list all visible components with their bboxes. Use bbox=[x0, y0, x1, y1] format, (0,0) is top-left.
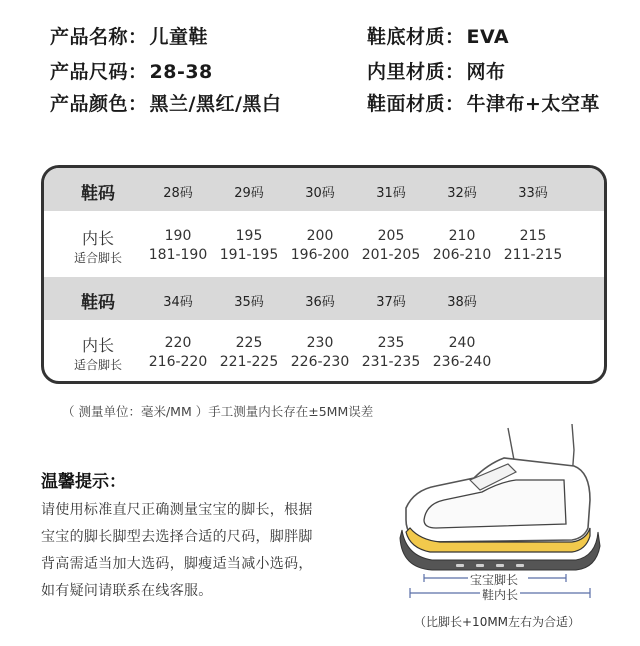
body-label bbox=[58, 226, 138, 266]
inner-value: 235 bbox=[377, 335, 405, 351]
spec-size bbox=[50, 57, 213, 84]
size-cell: 34码 bbox=[163, 295, 193, 310]
spec-color bbox=[50, 89, 281, 116]
spec-upper bbox=[367, 89, 600, 116]
inner-value: 190 bbox=[164, 228, 192, 244]
measurement-note: （ 测量单位：毫米/MM ）手工测量内长存在±5MM误差 bbox=[62, 404, 374, 419]
inner-value: 225 bbox=[235, 335, 263, 351]
tips-line: 宝宝的脚长脚型去选择合适的尺码，脚胖脚 bbox=[41, 529, 313, 545]
foot-length-label: 适合脚长 bbox=[73, 251, 122, 265]
size-cell: 38码 bbox=[447, 295, 477, 310]
foot-value: 196-200 bbox=[290, 247, 350, 263]
inner-value: 210 bbox=[448, 228, 476, 244]
value-cell bbox=[501, 227, 565, 265]
tips-line: 背高需适当加大选码，脚瘦适当减小选码， bbox=[41, 556, 313, 572]
foot-value: 181-190 bbox=[148, 247, 208, 263]
inner-value: 220 bbox=[164, 335, 192, 351]
spec-sole-value: EVA bbox=[466, 26, 510, 48]
header-label: 鞋码 bbox=[81, 184, 115, 204]
value-cell bbox=[288, 227, 352, 265]
value-cell bbox=[430, 334, 494, 372]
value-cell bbox=[359, 334, 423, 372]
inner-value: 195 bbox=[235, 228, 263, 244]
size-table bbox=[41, 165, 607, 384]
tips-title: 温馨提示： bbox=[41, 472, 126, 492]
inner-value: 205 bbox=[377, 228, 405, 244]
spec-size-label: 产品尺码： bbox=[50, 61, 148, 83]
inner-value: 200 bbox=[306, 228, 334, 244]
spec-upper-value: 牛津布+太空革 bbox=[466, 93, 600, 115]
size-cell: 31码 bbox=[376, 186, 406, 201]
size-body-row-2 bbox=[44, 320, 604, 384]
spec-lining-label: 内里材质： bbox=[367, 61, 465, 83]
fit-hint-caption: （比脚长+10MM左右为合适） bbox=[414, 615, 581, 629]
spec-color-value: 黑兰/黑红/黑白 bbox=[149, 93, 282, 115]
spec-lining-value: 网布 bbox=[466, 61, 506, 83]
size-body-row-1 bbox=[44, 211, 604, 277]
spec-name-value: 儿童鞋 bbox=[149, 26, 209, 48]
foot-value: 221-225 bbox=[219, 354, 279, 370]
value-cell bbox=[146, 334, 210, 372]
header-label: 鞋码 bbox=[81, 293, 115, 313]
spec-size-value: 28-38 bbox=[149, 61, 213, 83]
spec-sole-label: 鞋底材质： bbox=[367, 26, 465, 48]
inner-length-label: 内长 bbox=[81, 229, 114, 248]
size-cell: 28码 bbox=[163, 186, 193, 201]
body-label bbox=[58, 333, 138, 373]
tips-line: 如有疑问请联系在线客服。 bbox=[41, 583, 213, 599]
inner-value: 230 bbox=[306, 335, 334, 351]
foot-value: 231-235 bbox=[361, 354, 421, 370]
size-cell: 33码 bbox=[518, 186, 548, 201]
value-cell bbox=[359, 227, 423, 265]
inner-value: 240 bbox=[448, 335, 476, 351]
size-cell: 37码 bbox=[376, 295, 406, 310]
value-cell bbox=[146, 227, 210, 265]
size-cell: 30码 bbox=[305, 186, 335, 201]
value-cell bbox=[288, 334, 352, 372]
size-cell: 36码 bbox=[305, 295, 335, 310]
foot-value: 236-240 bbox=[432, 354, 492, 370]
size-header-row-2 bbox=[44, 277, 604, 320]
tips-line: 请使用标准直尺正确测量宝宝的脚长，根据 bbox=[41, 502, 313, 518]
foot-value: 216-220 bbox=[148, 354, 208, 370]
spec-sole bbox=[367, 22, 509, 49]
value-cell bbox=[217, 334, 281, 372]
inner-value: 215 bbox=[519, 228, 547, 244]
size-cell: 32码 bbox=[447, 186, 477, 201]
foot-value: 226-230 bbox=[290, 354, 350, 370]
spec-name-label: 产品名称： bbox=[50, 26, 148, 48]
inner-length-label: 内长 bbox=[81, 336, 114, 355]
size-cell: 29码 bbox=[234, 186, 264, 201]
foot-value: 206-210 bbox=[432, 247, 492, 263]
size-cell: 35码 bbox=[234, 295, 264, 310]
spec-lining bbox=[367, 57, 506, 84]
foot-value: 201-205 bbox=[361, 247, 421, 263]
spec-name bbox=[50, 22, 208, 49]
value-cell bbox=[430, 227, 494, 265]
size-header-row-1 bbox=[44, 168, 604, 211]
spec-color-label: 产品颜色： bbox=[50, 93, 148, 115]
foot-value: 191-195 bbox=[219, 247, 279, 263]
foot-value: 211-215 bbox=[503, 247, 563, 263]
foot-length-label: 适合脚长 bbox=[73, 358, 122, 372]
spec-upper-label: 鞋面材质： bbox=[367, 93, 465, 115]
foot-length-caption: 宝宝脚长 bbox=[470, 573, 519, 587]
value-cell bbox=[217, 227, 281, 265]
inner-length-caption: 鞋内长 bbox=[482, 588, 519, 602]
